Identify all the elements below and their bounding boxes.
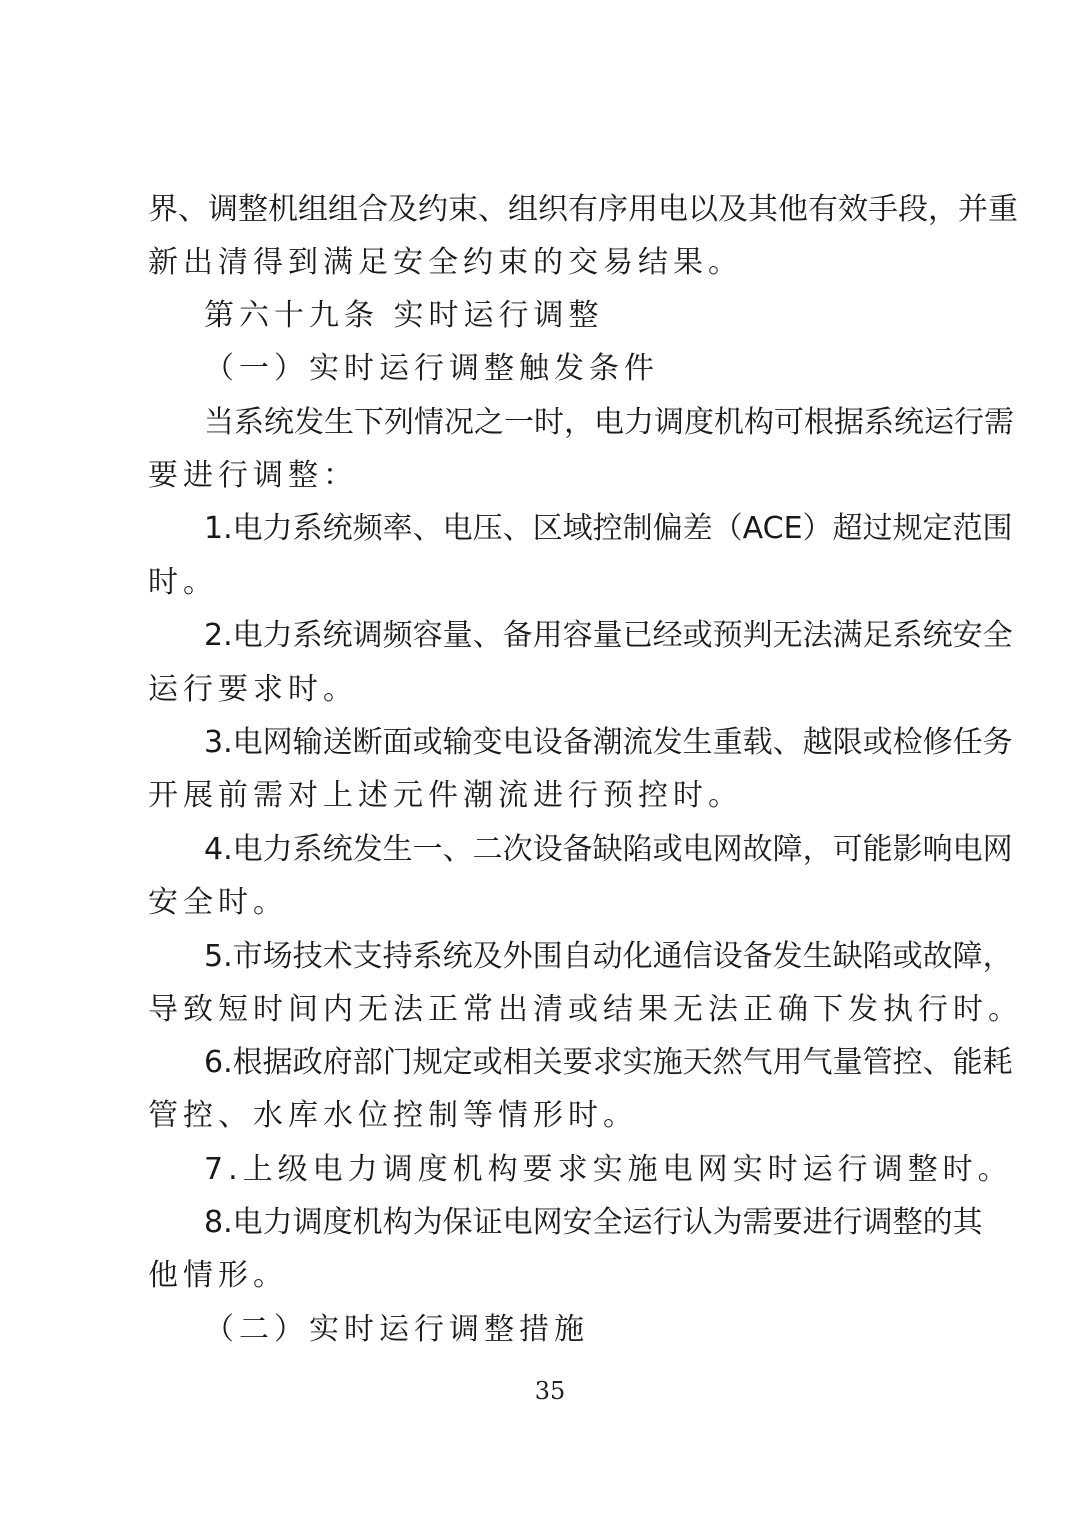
paragraph-line: 要进行调整： — [148, 458, 358, 493]
section-heading: （一）实时运行调整触发条件 — [204, 351, 659, 386]
list-item-line: 开展前需对上述元件潮流进行预控时。 — [148, 778, 743, 813]
paragraph-line: 新出清得到满足安全约束的交易结果。 — [148, 245, 743, 280]
list-item-line: 时。 — [148, 565, 218, 600]
list-item-line: 6.根据政府部门规定或相关要求实施天然气用气量管控、能耗 — [204, 1045, 1013, 1080]
list-item-line: 8.电力调度机构为保证电网安全运行认为需要进行调整的其 — [204, 1205, 983, 1240]
section-heading: （二）实时运行调整措施 — [204, 1312, 589, 1347]
article-heading: 第六十九条 实时运行调整 — [204, 298, 604, 333]
list-item-line: 3.电网输送断面或输变电设备潮流发生重载、越限或检修任务 — [204, 725, 1013, 760]
list-item-line: 4.电力系统发生一、二次设备缺陷或电网故障，可能影响电网 — [204, 832, 1013, 867]
paragraph-line: 界、调整机组组合及约束、组织有序用电以及其他有效手段，并重 — [148, 192, 1018, 227]
list-item-line: 7.上级电力调度机构要求实施电网实时运行调整时。 — [204, 1152, 1013, 1187]
list-item-line: 1.电力系统频率、电压、区域控制偏差（ACE）超过规定范围 — [204, 511, 1013, 546]
paragraph-line: 当系统发生下列情况之一时，电力调度机构可根据系统运行需 — [204, 405, 1014, 440]
list-item-line: 运行要求时。 — [148, 672, 358, 707]
list-item-line: 导致短时间内无法正常出清或结果无法正确下发执行时。 — [148, 992, 1023, 1027]
list-item-line: 安全时。 — [148, 885, 288, 920]
page-number: 35 — [534, 1377, 566, 1405]
list-item-line: 2.电力系统调频容量、备用容量已经或预判无法满足系统安全 — [204, 618, 1013, 653]
list-item-line: 管控、水库水位控制等情形时。 — [148, 1098, 638, 1133]
list-item-line: 5.市场技术支持系统及外围自动化通信设备发生缺陷或故障， — [204, 939, 1013, 974]
list-item-line: 他情形。 — [148, 1258, 288, 1293]
